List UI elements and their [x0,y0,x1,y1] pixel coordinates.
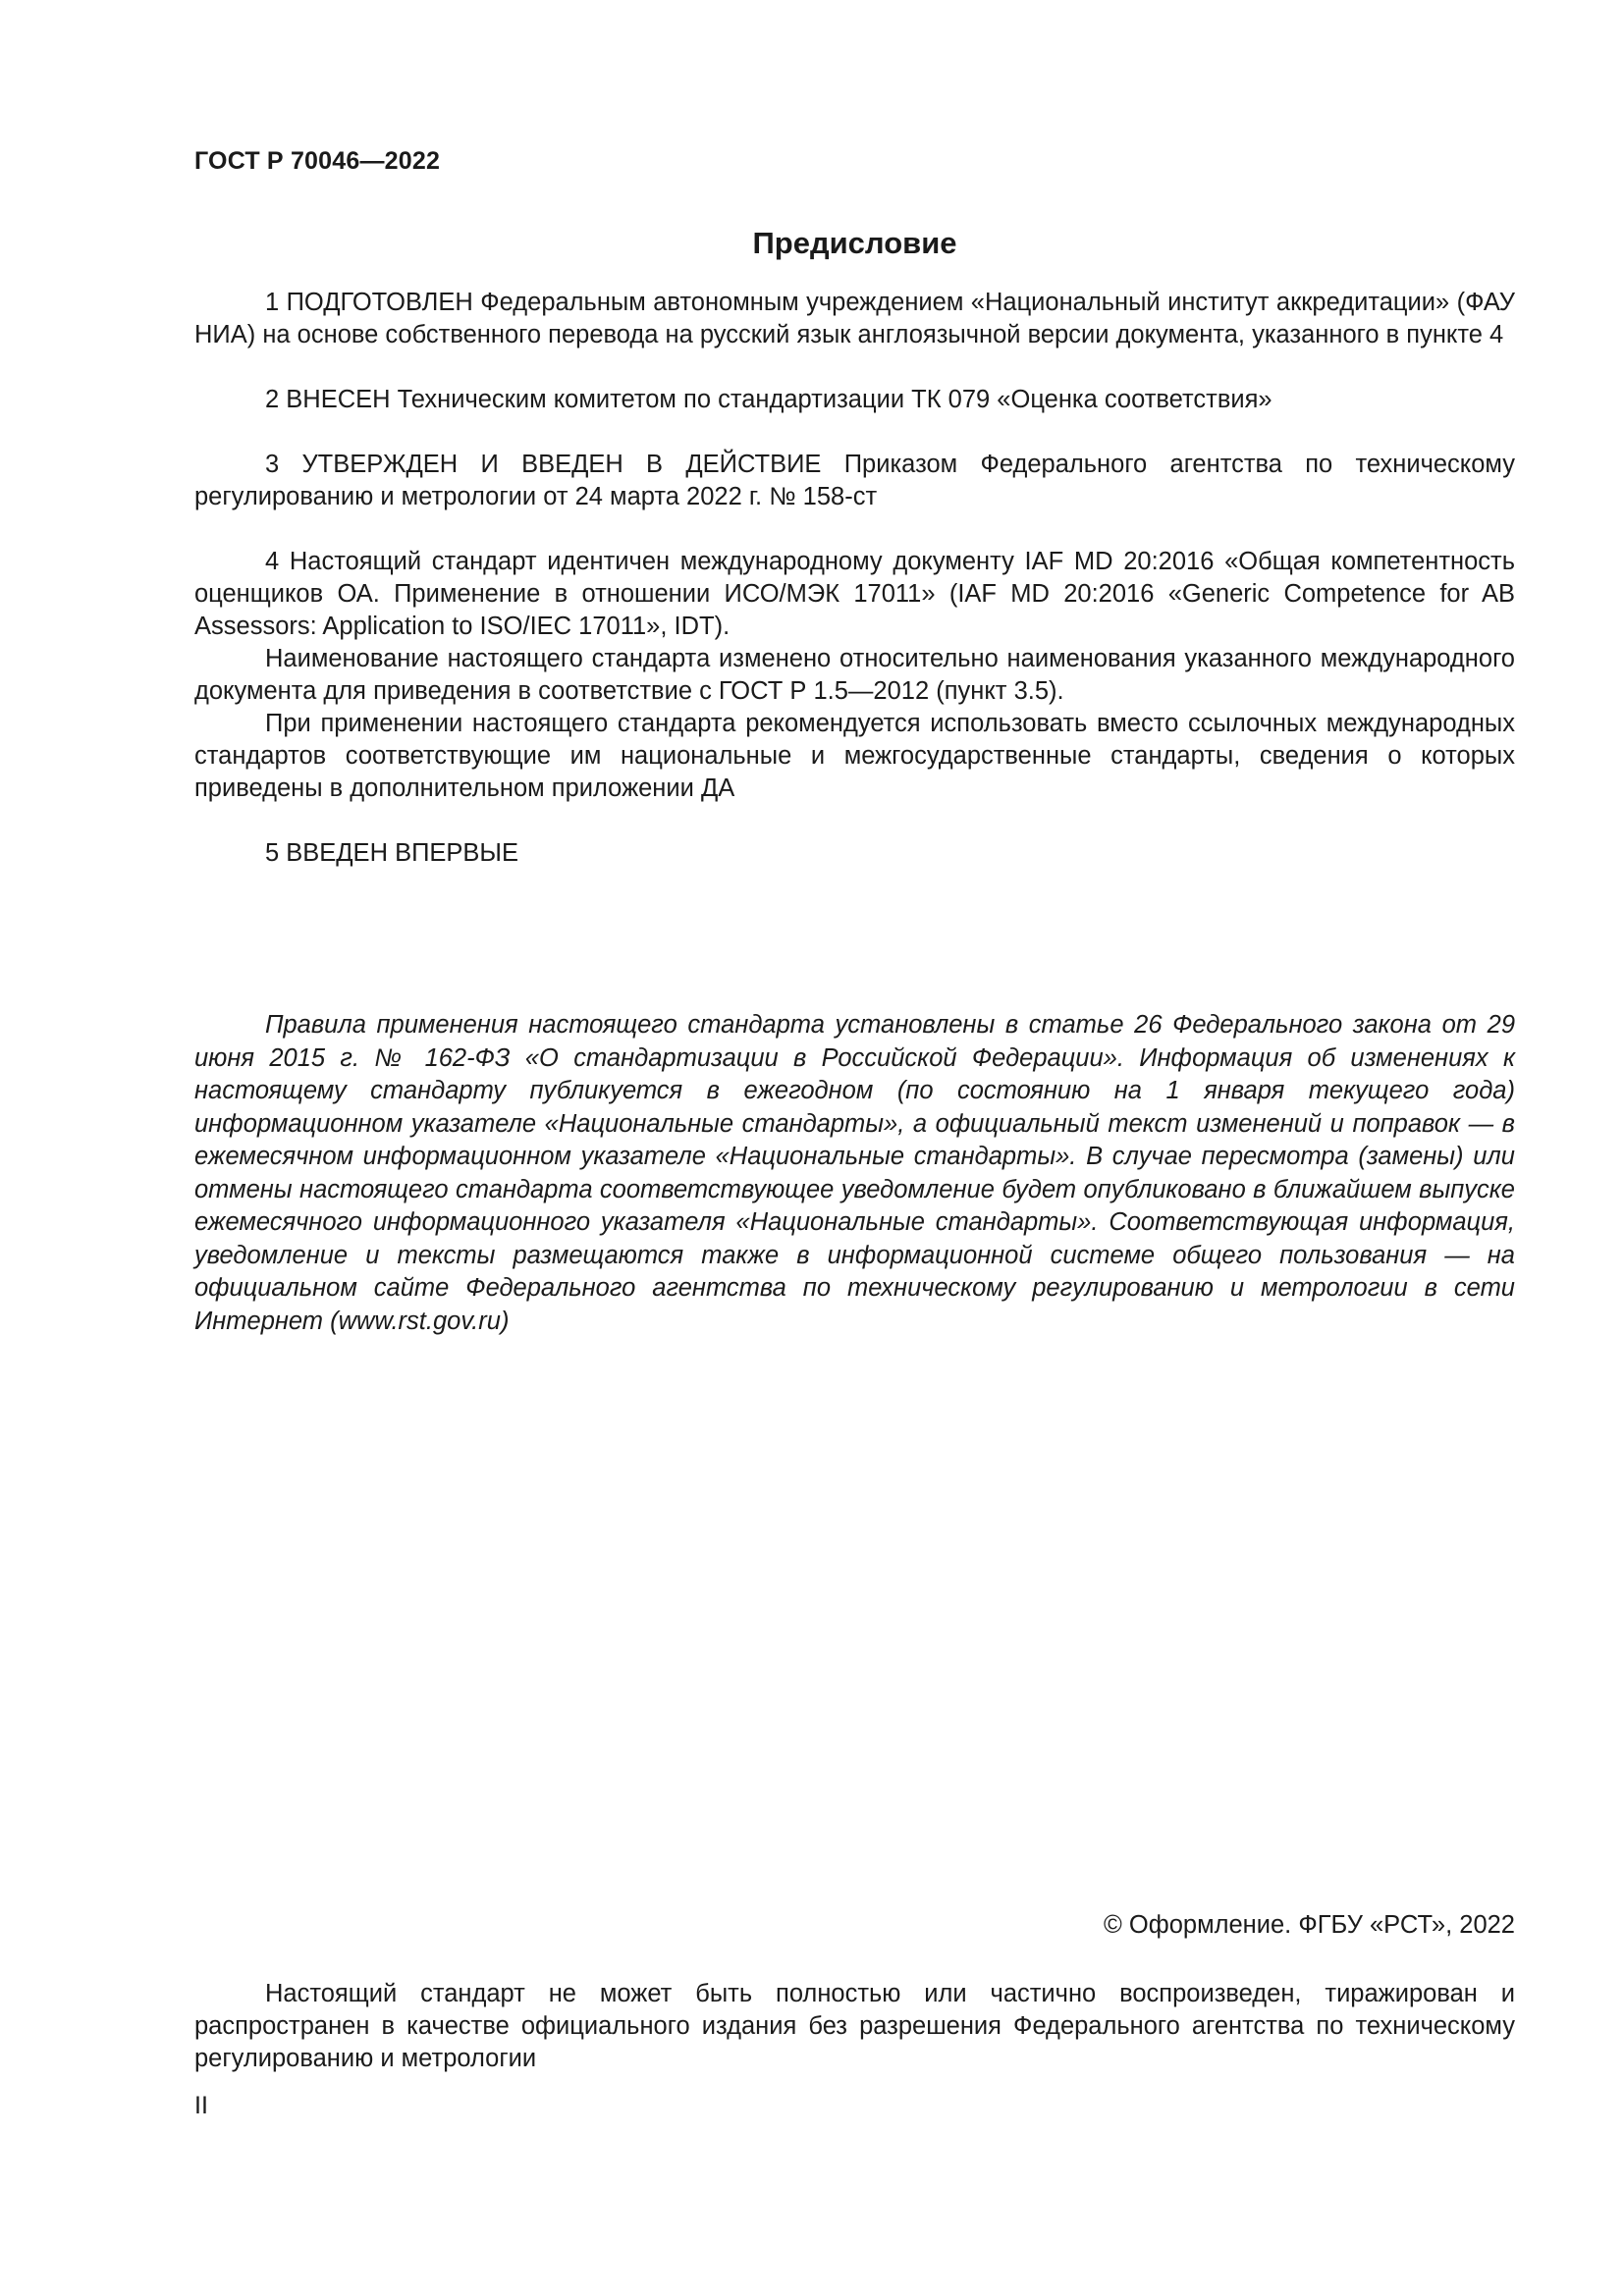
preface-item-3: 3 УТВЕРЖДЕН И ВВЕДЕН В ДЕЙСТВИЕ Приказом Федерального агентства по техническому регулированию и метрологии от 24 марта 2022 г. № 158-ст [194,451,1515,510]
page-number: II [194,2092,208,2119]
preface-item-4-name-note: Наименование настоящего стандарта изменено относительно наименования указанного международного документа для приведения в соответствие с ГОСТ Р 1.5—2012 (пункт 3.5). [194,645,1515,705]
document-code-header: ГОСТ Р 70046—2022 [194,147,441,175]
copyright-line: © Оформление. ФГБУ «РСТ», 2022 [1104,1911,1515,1939]
preface-item-4: 4 Настоящий стандарт идентичен международному документу IAF MD 20:2016 «Общая компетентность оценщиков ОА. Применение в отношении ИСО/МЭК 17011» (IAF MD 20:2016 «Generic Competence for AB Assessors: Application to ISO/IEC 17011», IDT). [194,548,1515,640]
preface-item-1: 1 ПОДГОТОВЛЕН Федеральным автономным учреждением «Национальный институт аккредитации» (ФАУ НИА) на основе собственного перевода на русский язык англоязычной версии документа, указанного в пункте 4 [194,289,1515,348]
preface-item-5: 5 ВВЕДЕН ВПЕРВЫЕ [265,839,519,867]
preface-content [194,287,1515,870]
reproduction-notice: Настоящий стандарт не может быть полностью или частично воспроизведен, тиражирован и распространен в качестве официального издания без разрешения Федерального агентства по техническому регулированию и метрологии [194,1980,1515,2072]
preface-item-4-references-note: При применении настоящего стандарта рекомендуется использовать вместо ссылочных международных стандартов соответствующие им национальные и межгосударственные стандарты, сведения о которых приведены в дополнительном приложении ДА [194,710,1515,802]
application-rules-notice: Правила применения настоящего стандарта установлены в статье 26 Федерального закона от 29 июня 2015 г. № 162-ФЗ «О стандартизации в Российской Федерации». Информация об изменениях к настоящему стандарту публикуется в ежегодном (по состоянию на 1 января текущего года) информационном указателе «Национальные стандарты», а официальный текст изменений и поправок — в ежемесячном информационном указателе «Национальные стандарты». В случае пересмотра (замены) или отмены настоящего стандарта соответствующее уведомление будет опубликовано в ближайшем выпуске ежемесячного информационного указателя «Национальные стандарты». Соответствующая информация, уведомление и тексты размещаются также в информационной системе общего пользования — на официальном сайте Федерального агентства по техническому регулированию и метрологии в сети Интернет (www.rst.gov.ru) [194,1011,1515,1335]
preface-item-2: 2 ВНЕСЕН Техническим комитетом по стандартизации ТК 079 «Оценка соответствия» [265,386,1272,413]
page-title: Предисловие [752,226,957,260]
